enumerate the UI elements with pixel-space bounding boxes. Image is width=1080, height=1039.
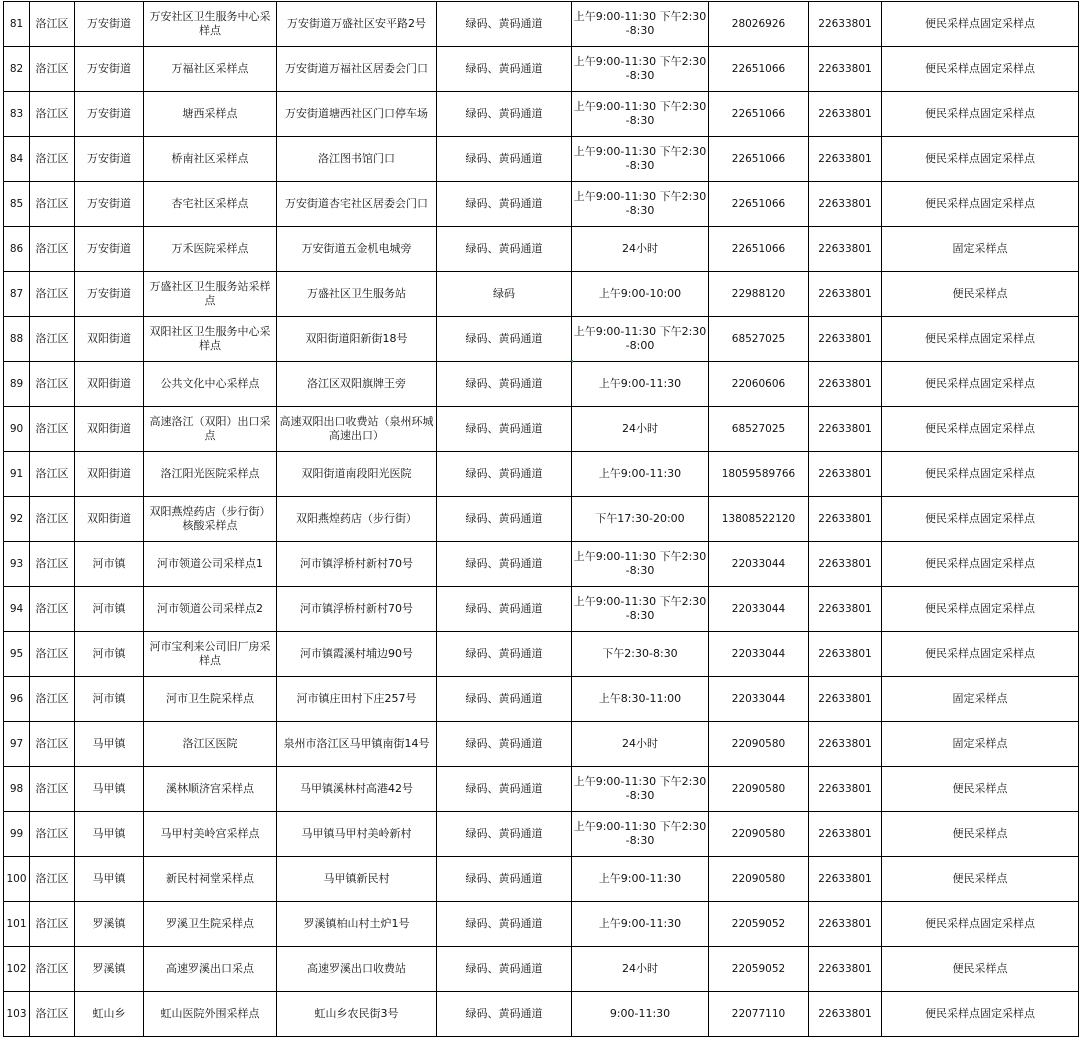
contact-phone-cell: 22033044	[709, 587, 809, 632]
row-number-cell: 92	[4, 497, 30, 542]
address-cell: 万安街道塘西社区门口停车场	[277, 92, 437, 137]
hotline-phone-cell: 22633801	[809, 812, 882, 857]
table-row	[4, 992, 1079, 1037]
channel-cell: 绿码、黄码通道	[437, 362, 572, 407]
hours-cell: 24小时	[572, 722, 709, 767]
district-cell: 洛江区	[30, 182, 75, 227]
street-cell: 双阳街道	[75, 497, 144, 542]
site-name-cell: 高速罗溪出口采点	[144, 947, 277, 992]
channel-cell: 绿码、黄码通道	[437, 947, 572, 992]
hotline-phone-cell: 22633801	[809, 2, 882, 47]
table-row	[4, 452, 1079, 497]
hours-cell: 24小时	[572, 947, 709, 992]
row-number-cell: 90	[4, 407, 30, 452]
district-cell: 洛江区	[30, 452, 75, 497]
address-cell: 马甲镇溪林村高港42号	[277, 767, 437, 812]
site-name-cell: 塘西采样点	[144, 92, 277, 137]
channel-cell: 绿码	[437, 272, 572, 317]
address-cell: 高速双阳出口收费站（泉州环城高速出口）	[277, 407, 437, 452]
site-type-cell: 固定采样点	[882, 677, 1079, 722]
hotline-phone-cell: 22633801	[809, 497, 882, 542]
street-cell: 万安街道	[75, 47, 144, 92]
address-cell: 泉州市洛江区马甲镇南街14号	[277, 722, 437, 767]
table-row	[4, 2, 1079, 47]
site-name-cell: 双阳社区卫生服务中心采样点	[144, 317, 277, 362]
district-cell: 洛江区	[30, 587, 75, 632]
site-name-cell: 河市卫生院采样点	[144, 677, 277, 722]
district-cell: 洛江区	[30, 812, 75, 857]
channel-cell: 绿码、黄码通道	[437, 2, 572, 47]
row-number-cell: 100	[4, 857, 30, 902]
site-name-cell: 罗溪卫生院采样点	[144, 902, 277, 947]
row-number-cell: 97	[4, 722, 30, 767]
site-type-cell: 便民采样点	[882, 947, 1079, 992]
row-number-cell: 86	[4, 227, 30, 272]
site-name-cell: 万禾医院采样点	[144, 227, 277, 272]
address-cell: 双阳街道阳新街18号	[277, 317, 437, 362]
district-cell: 洛江区	[30, 407, 75, 452]
site-type-cell: 便民采样点	[882, 767, 1079, 812]
hotline-phone-cell: 22633801	[809, 857, 882, 902]
site-name-cell: 高速洛江（双阳）出口采点	[144, 407, 277, 452]
hours-cell: 上午9:00-11:30 下午2:30-8:30	[572, 92, 709, 137]
street-cell: 双阳街道	[75, 317, 144, 362]
row-number-cell: 101	[4, 902, 30, 947]
row-number-cell: 102	[4, 947, 30, 992]
street-cell: 马甲镇	[75, 812, 144, 857]
district-cell: 洛江区	[30, 92, 75, 137]
hotline-phone-cell: 22633801	[809, 542, 882, 587]
table-row	[4, 182, 1079, 227]
street-cell: 河市镇	[75, 632, 144, 677]
address-cell: 万安街道杏宅社区居委会门口	[277, 182, 437, 227]
address-cell: 洛江区双阳旗牌王旁	[277, 362, 437, 407]
channel-cell: 绿码、黄码通道	[437, 542, 572, 587]
row-number-cell: 88	[4, 317, 30, 362]
row-number-cell: 83	[4, 92, 30, 137]
table-row	[4, 767, 1079, 812]
street-cell: 虹山乡	[75, 992, 144, 1037]
hours-cell: 下午2:30-8:30	[572, 632, 709, 677]
row-number-cell: 84	[4, 137, 30, 182]
hours-cell: 上午9:00-11:30	[572, 362, 709, 407]
table-row	[4, 137, 1079, 182]
hotline-phone-cell: 22633801	[809, 452, 882, 497]
contact-phone-cell: 22077110	[709, 992, 809, 1037]
site-type-cell: 固定采样点	[882, 227, 1079, 272]
site-name-cell: 河市领道公司采样点2	[144, 587, 277, 632]
district-cell: 洛江区	[30, 227, 75, 272]
site-type-cell: 便民采样点固定采样点	[882, 497, 1079, 542]
site-type-cell: 便民采样点固定采样点	[882, 47, 1079, 92]
hours-cell: 9:00-11:30	[572, 992, 709, 1037]
district-cell: 洛江区	[30, 722, 75, 767]
district-cell: 洛江区	[30, 677, 75, 722]
street-cell: 罗溪镇	[75, 902, 144, 947]
hotline-phone-cell: 22633801	[809, 632, 882, 677]
hours-cell: 上午9:00-11:30	[572, 857, 709, 902]
table-row	[4, 497, 1079, 542]
street-cell: 万安街道	[75, 137, 144, 182]
row-number-cell: 94	[4, 587, 30, 632]
contact-phone-cell: 22651066	[709, 137, 809, 182]
hotline-phone-cell: 22633801	[809, 767, 882, 812]
contact-phone-cell: 22988120	[709, 272, 809, 317]
row-number-cell: 87	[4, 272, 30, 317]
site-name-cell: 新民村祠堂采样点	[144, 857, 277, 902]
cell-corner-marker	[570, 360, 573, 363]
row-number-cell: 89	[4, 362, 30, 407]
contact-phone-cell: 18059589766	[709, 452, 809, 497]
hours-cell: 上午9:00-11:30 下午2:30-8:30	[572, 767, 709, 812]
street-cell: 万安街道	[75, 227, 144, 272]
table-row	[4, 92, 1079, 137]
table-row	[4, 227, 1079, 272]
channel-cell: 绿码、黄码通道	[437, 722, 572, 767]
street-cell: 万安街道	[75, 182, 144, 227]
hotline-phone-cell: 22633801	[809, 317, 882, 362]
site-type-cell: 固定采样点	[882, 722, 1079, 767]
channel-cell: 绿码、黄码通道	[437, 812, 572, 857]
address-cell: 马甲镇新民村	[277, 857, 437, 902]
address-cell: 罗溪镇柏山村土炉1号	[277, 902, 437, 947]
table-body	[4, 2, 1079, 1037]
site-type-cell: 便民采样点固定采样点	[882, 452, 1079, 497]
table-row	[4, 272, 1079, 317]
hotline-phone-cell: 22633801	[809, 47, 882, 92]
hotline-phone-cell: 22633801	[809, 722, 882, 767]
site-name-cell: 桥南社区采样点	[144, 137, 277, 182]
hotline-phone-cell: 22633801	[809, 902, 882, 947]
address-cell: 高速罗溪出口收费站	[277, 947, 437, 992]
hotline-phone-cell: 22633801	[809, 272, 882, 317]
address-cell: 万盛社区卫生服务站	[277, 272, 437, 317]
channel-cell: 绿码、黄码通道	[437, 407, 572, 452]
hours-cell: 上午9:00-11:30 下午2:30-8:30	[572, 137, 709, 182]
row-number-cell: 82	[4, 47, 30, 92]
hotline-phone-cell: 22633801	[809, 587, 882, 632]
channel-cell: 绿码、黄码通道	[437, 902, 572, 947]
site-type-cell: 便民采样点固定采样点	[882, 902, 1079, 947]
contact-phone-cell: 22090580	[709, 722, 809, 767]
row-number-cell: 81	[4, 2, 30, 47]
street-cell: 双阳街道	[75, 407, 144, 452]
district-cell: 洛江区	[30, 137, 75, 182]
site-name-cell: 马甲村美岭宫采样点	[144, 812, 277, 857]
table-row	[4, 317, 1079, 362]
testing-sites-table	[3, 1, 1079, 1037]
table-row	[4, 677, 1079, 722]
street-cell: 马甲镇	[75, 857, 144, 902]
address-cell: 河市镇浮桥村新村70号	[277, 542, 437, 587]
district-cell: 洛江区	[30, 272, 75, 317]
street-cell: 万安街道	[75, 272, 144, 317]
site-type-cell: 便民采样点固定采样点	[882, 362, 1079, 407]
channel-cell: 绿码、黄码通道	[437, 632, 572, 677]
contact-phone-cell: 28026926	[709, 2, 809, 47]
site-name-cell: 虹山医院外围采样点	[144, 992, 277, 1037]
channel-cell: 绿码、黄码通道	[437, 317, 572, 362]
street-cell: 万安街道	[75, 92, 144, 137]
site-name-cell: 双阳燕煌药店（步行街）核酸采样点	[144, 497, 277, 542]
table-row	[4, 812, 1079, 857]
site-name-cell: 万福社区采样点	[144, 47, 277, 92]
site-name-cell: 公共文化中心采样点	[144, 362, 277, 407]
district-cell: 洛江区	[30, 2, 75, 47]
district-cell: 洛江区	[30, 857, 75, 902]
contact-phone-cell: 22651066	[709, 47, 809, 92]
hours-cell: 上午9:00-11:30 下午2:30-8:30	[572, 587, 709, 632]
site-name-cell: 河市领道公司采样点1	[144, 542, 277, 587]
street-cell: 双阳街道	[75, 452, 144, 497]
hours-cell: 上午9:00-11:30	[572, 452, 709, 497]
channel-cell: 绿码、黄码通道	[437, 182, 572, 227]
hours-cell: 24小时	[572, 407, 709, 452]
site-type-cell: 便民采样点固定采样点	[882, 2, 1079, 47]
street-cell: 罗溪镇	[75, 947, 144, 992]
district-cell: 洛江区	[30, 362, 75, 407]
row-number-cell: 93	[4, 542, 30, 587]
channel-cell: 绿码、黄码通道	[437, 92, 572, 137]
district-cell: 洛江区	[30, 947, 75, 992]
contact-phone-cell: 22090580	[709, 812, 809, 857]
site-type-cell: 便民采样点固定采样点	[882, 407, 1079, 452]
contact-phone-cell: 22651066	[709, 182, 809, 227]
address-cell: 双阳燕煌药店（步行街）	[277, 497, 437, 542]
district-cell: 洛江区	[30, 992, 75, 1037]
hours-cell: 上午9:00-11:30	[572, 902, 709, 947]
table-row	[4, 47, 1079, 92]
address-cell: 万安街道万盛社区安平路2号	[277, 2, 437, 47]
address-cell: 河市镇浮桥村新村70号	[277, 587, 437, 632]
table-row	[4, 362, 1079, 407]
site-name-cell: 洛江阳光医院采样点	[144, 452, 277, 497]
hours-cell: 上午9:00-10:00	[572, 272, 709, 317]
district-cell: 洛江区	[30, 542, 75, 587]
address-cell: 河市镇霞溪村埔边90号	[277, 632, 437, 677]
hours-cell: 上午9:00-11:30 下午2:30-8:30	[572, 2, 709, 47]
site-type-cell: 便民采样点固定采样点	[882, 587, 1079, 632]
channel-cell: 绿码、黄码通道	[437, 497, 572, 542]
district-cell: 洛江区	[30, 632, 75, 677]
contact-phone-cell: 22033044	[709, 677, 809, 722]
hotline-phone-cell: 22633801	[809, 182, 882, 227]
hours-cell: 上午9:00-11:30 下午2:30-8:30	[572, 812, 709, 857]
site-type-cell: 便民采样点固定采样点	[882, 992, 1079, 1037]
contact-phone-cell: 22651066	[709, 92, 809, 137]
hotline-phone-cell: 22633801	[809, 362, 882, 407]
hotline-phone-cell: 22633801	[809, 677, 882, 722]
hours-cell: 上午9:00-11:30 下午2:30-8:30	[572, 542, 709, 587]
channel-cell: 绿码、黄码通道	[437, 47, 572, 92]
site-type-cell: 便民采样点固定采样点	[882, 137, 1079, 182]
hours-cell: 上午8:30-11:00	[572, 677, 709, 722]
table-row	[4, 407, 1079, 452]
row-number-cell: 85	[4, 182, 30, 227]
contact-phone-cell: 22033044	[709, 542, 809, 587]
district-cell: 洛江区	[30, 902, 75, 947]
site-name-cell: 杏宅社区采样点	[144, 182, 277, 227]
hotline-phone-cell: 22633801	[809, 992, 882, 1037]
channel-cell: 绿码、黄码通道	[437, 677, 572, 722]
row-number-cell: 95	[4, 632, 30, 677]
address-cell: 虹山乡农民街3号	[277, 992, 437, 1037]
hotline-phone-cell: 22633801	[809, 227, 882, 272]
contact-phone-cell: 22090580	[709, 767, 809, 812]
street-cell: 河市镇	[75, 587, 144, 632]
site-type-cell: 便民采样点固定采样点	[882, 182, 1079, 227]
address-cell: 双阳街道南段阳光医院	[277, 452, 437, 497]
hotline-phone-cell: 22633801	[809, 137, 882, 182]
street-cell: 万安街道	[75, 2, 144, 47]
site-name-cell: 万安社区卫生服务中心采样点	[144, 2, 277, 47]
hours-cell: 上午9:00-11:30 下午2:30-8:30	[572, 47, 709, 92]
district-cell: 洛江区	[30, 767, 75, 812]
street-cell: 马甲镇	[75, 767, 144, 812]
site-name-cell: 河市宝利来公司旧厂房采样点	[144, 632, 277, 677]
street-cell: 双阳街道	[75, 362, 144, 407]
district-cell: 洛江区	[30, 317, 75, 362]
channel-cell: 绿码、黄码通道	[437, 992, 572, 1037]
contact-phone-cell: 22059052	[709, 947, 809, 992]
table-row	[4, 722, 1079, 767]
site-type-cell: 便民采样点	[882, 272, 1079, 317]
site-type-cell: 便民采样点固定采样点	[882, 92, 1079, 137]
address-cell: 洛江图书馆门口	[277, 137, 437, 182]
district-cell: 洛江区	[30, 47, 75, 92]
hours-cell: 上午9:00-11:30 下午2:30-8:00	[572, 317, 709, 362]
row-number-cell: 103	[4, 992, 30, 1037]
site-type-cell: 便民采样点	[882, 812, 1079, 857]
street-cell: 马甲镇	[75, 722, 144, 767]
address-cell: 马甲镇马甲村美岭新村	[277, 812, 437, 857]
table-row	[4, 857, 1079, 902]
table-row	[4, 587, 1079, 632]
contact-phone-cell: 13808522120	[709, 497, 809, 542]
table-row	[4, 947, 1079, 992]
contact-phone-cell: 22651066	[709, 227, 809, 272]
site-type-cell: 便民采样点固定采样点	[882, 542, 1079, 587]
table-row	[4, 632, 1079, 677]
contact-phone-cell: 68527025	[709, 407, 809, 452]
street-cell: 河市镇	[75, 677, 144, 722]
contact-phone-cell: 22060606	[709, 362, 809, 407]
row-number-cell: 99	[4, 812, 30, 857]
channel-cell: 绿码、黄码通道	[437, 587, 572, 632]
hours-cell: 下午17:30-20:00	[572, 497, 709, 542]
contact-phone-cell: 22033044	[709, 632, 809, 677]
address-cell: 河市镇庄田村下庄257号	[277, 677, 437, 722]
site-type-cell: 便民采样点固定采样点	[882, 317, 1079, 362]
row-number-cell: 98	[4, 767, 30, 812]
table-row	[4, 902, 1079, 947]
site-type-cell: 便民采样点固定采样点	[882, 632, 1079, 677]
hours-cell: 上午9:00-11:30 下午2:30-8:30	[572, 182, 709, 227]
address-cell: 万安街道五金机电城旁	[277, 227, 437, 272]
site-name-cell: 溪林顺济宫采样点	[144, 767, 277, 812]
contact-phone-cell: 68527025	[709, 317, 809, 362]
channel-cell: 绿码、黄码通道	[437, 137, 572, 182]
contact-phone-cell: 22090580	[709, 857, 809, 902]
hotline-phone-cell: 22633801	[809, 947, 882, 992]
site-type-cell: 便民采样点	[882, 857, 1079, 902]
district-cell: 洛江区	[30, 497, 75, 542]
site-name-cell: 万盛社区卫生服务站采样点	[144, 272, 277, 317]
hours-cell: 24小时	[572, 227, 709, 272]
contact-phone-cell: 22059052	[709, 902, 809, 947]
table-row	[4, 542, 1079, 587]
channel-cell: 绿码、黄码通道	[437, 227, 572, 272]
row-number-cell: 91	[4, 452, 30, 497]
row-number-cell: 96	[4, 677, 30, 722]
channel-cell: 绿码、黄码通道	[437, 452, 572, 497]
channel-cell: 绿码、黄码通道	[437, 857, 572, 902]
site-name-cell: 洛江区医院	[144, 722, 277, 767]
hotline-phone-cell: 22633801	[809, 92, 882, 137]
channel-cell: 绿码、黄码通道	[437, 767, 572, 812]
hotline-phone-cell: 22633801	[809, 407, 882, 452]
address-cell: 万安街道万福社区居委会门口	[277, 47, 437, 92]
street-cell: 河市镇	[75, 542, 144, 587]
